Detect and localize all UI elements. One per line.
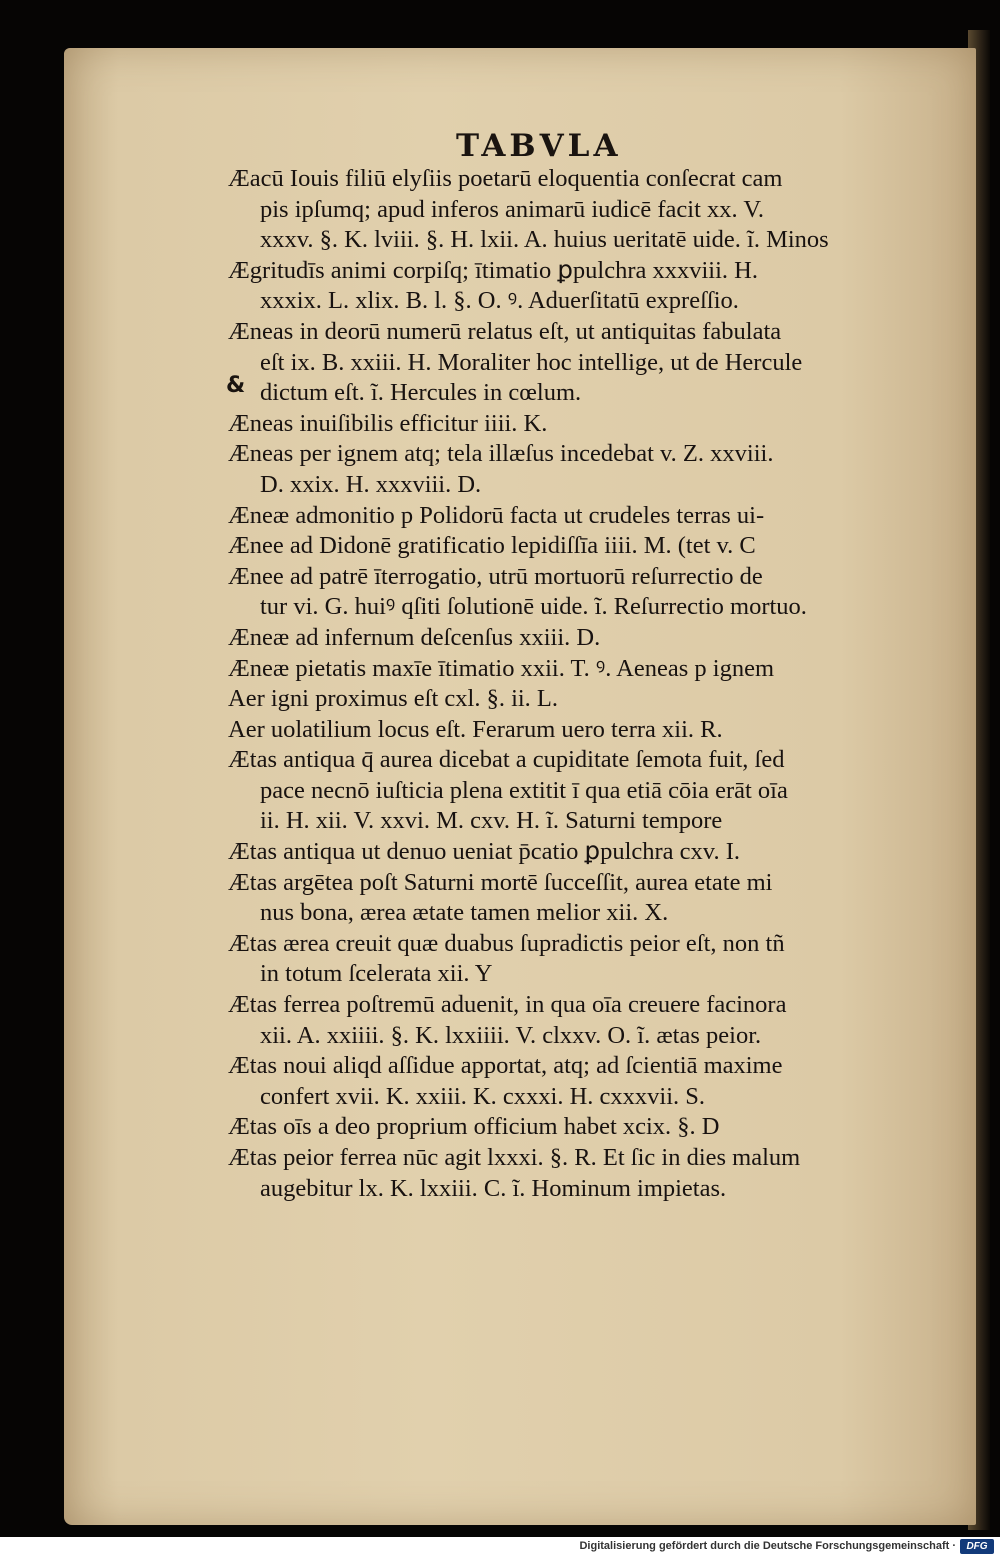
margin-symbol: & xyxy=(226,373,246,398)
index-entry xyxy=(228,715,948,746)
index-entry xyxy=(228,623,948,654)
index-entry xyxy=(228,868,948,929)
index-entry xyxy=(228,1051,948,1112)
entry-line: Ætas peior ferrea nūc agit lxxxi. §. R. Et ſic in dies malum xyxy=(228,1144,801,1171)
page-heading: TABVLA xyxy=(456,128,622,164)
entry-line: Æneæ ad infernum deſcenſus xxiii. D. xyxy=(228,623,601,651)
entry-line: Ænee ad Didonē gratificatio lepidiſſīa iiii. M. (tet v. C xyxy=(228,532,756,560)
index-entry xyxy=(228,439,948,500)
entry-continuation-line: ii. H. xii. V. xxvi. M. cxv. H. ĩ. Saturni tempore xyxy=(260,807,723,835)
entry-continuation-line: pis ipſumq; apud inferos animarū iudicē facit xx. V. xyxy=(260,195,764,223)
index-entry xyxy=(228,745,948,837)
dfg-logo: DFG xyxy=(960,1539,994,1554)
entry-line: Ætas oīs a deo proprium officium habet xcix. §. D xyxy=(228,1113,720,1141)
index-entry xyxy=(228,164,948,256)
entry-continuation-line: eſt ix. B. xxiii. H. Moraliter hoc intellige, ut de Hercule xyxy=(260,348,803,376)
index-entry xyxy=(228,990,948,1051)
index-entry xyxy=(228,1143,948,1204)
index-entry xyxy=(228,837,948,868)
entry-line: Ætas antiqua ut denuo ueniat p̄catio ꝑpulchra cxv. I. xyxy=(228,838,740,866)
entry-line: Æacū Iouis filiū elyſiis poetarū eloquentia conſecrat cam xyxy=(228,165,783,192)
index-entry xyxy=(228,501,948,532)
entry-line: Ætas antiqua q̄ aurea dicebat a cupiditate ſemota fuit, ſed xyxy=(228,746,785,774)
index-entry xyxy=(228,562,948,623)
footer-bar xyxy=(0,1537,1000,1557)
entry-continuation-line: D. xxix. H. xxxviii. D. xyxy=(260,470,482,498)
entry-continuation-line: confert xvii. K. xxiii. K. cxxxi. H. cxxxvii. S. xyxy=(260,1082,706,1110)
footer-credit: Digitalisierung gefördert durch die Deutsche Forschungsgemeinschaft · xyxy=(579,1540,956,1552)
index-entry xyxy=(228,684,948,715)
entry-continuation-line: xii. A. xxiiii. §. K. lxxiiii. V. clxxv. O. ĩ. ætas peior. xyxy=(260,1021,762,1049)
index-entry xyxy=(228,929,948,990)
entry-line: Ætas noui aliqd aſſidue apportat, atq; ad ſcientiā maxime xyxy=(228,1052,783,1080)
entry-continuation-line: nus bona, ærea ætate tamen melior xii. X. xyxy=(260,899,669,927)
entry-line: Æneas in deorū numerū relatus eſt, ut antiquitas fabulata xyxy=(228,317,782,345)
entry-continuation-line: augebitur lx. K. lxxiii. C. ĩ. Hominum impietas. xyxy=(260,1174,727,1202)
index-entry xyxy=(228,1112,948,1143)
index-entries xyxy=(228,164,948,1204)
index-entry xyxy=(228,256,948,317)
entry-line: Ægritudīs animi corpiſq; ītimatio ꝑpulchra xxxviii. H. xyxy=(228,256,758,284)
index-entry xyxy=(228,317,948,409)
index-entry xyxy=(228,409,948,440)
entry-continuation-line: dictum eſt. ĩ. Hercules in cœlum. xyxy=(260,379,582,407)
entry-continuation-line: pace necnō iuſticia plena extitit ī qua etiā cōia erāt oīa xyxy=(260,776,788,804)
entry-continuation-line: xxxix. L. xlix. B. l. §. O. ꝰ. Aduerſitatū expreſſio. xyxy=(260,287,739,315)
entry-line: Æneas inuiſibilis efficitur iiii. K. xyxy=(228,409,548,437)
entry-line: Ætas argētea poſt Saturni mortē ſucceſſit, aurea etate mi xyxy=(228,868,773,896)
entry-line: Æneas per ignem atq; tela illæſus incedebat v. Z. xxviii. xyxy=(228,440,774,468)
entry-line: Ænee ad patrē īterrogatio, utrū mortuorū reſurrectio de xyxy=(228,562,763,590)
index-entry xyxy=(228,531,948,562)
entry-line: Aer igni proximus eſt cxl. §. ii. L. xyxy=(228,685,559,713)
entry-line: Æneæ admonitio p Polidorū facta ut crudeles terras ui- xyxy=(228,501,765,529)
entry-line: Ætas ferrea poſtremū aduenit, in qua oīa creuere facinora xyxy=(228,991,787,1019)
entry-continuation-line: xxxv. §. K. lviii. §. H. lxii. A. huius ueritatē uide. ĩ. Minos xyxy=(260,226,829,254)
entry-line: Ætas ærea creuit quæ duabus ſupradictis peior eſt, non tñ xyxy=(228,929,785,957)
entry-continuation-line: in totum ſcelerata xii. Y xyxy=(260,960,493,988)
entry-line: Æneæ pietatis maxīe ītimatio xxii. T. ꝰ. Aeneas p ignem xyxy=(228,654,775,682)
entry-line: Aer uolatilium locus eſt. Ferarum uero terra xii. R. xyxy=(228,715,723,743)
entry-continuation-line: tur vi. G. huiꝰ qſiti ſolutionē uide. ĩ. Reſurrectio mortuo. xyxy=(260,593,807,621)
index-entry xyxy=(228,654,948,685)
